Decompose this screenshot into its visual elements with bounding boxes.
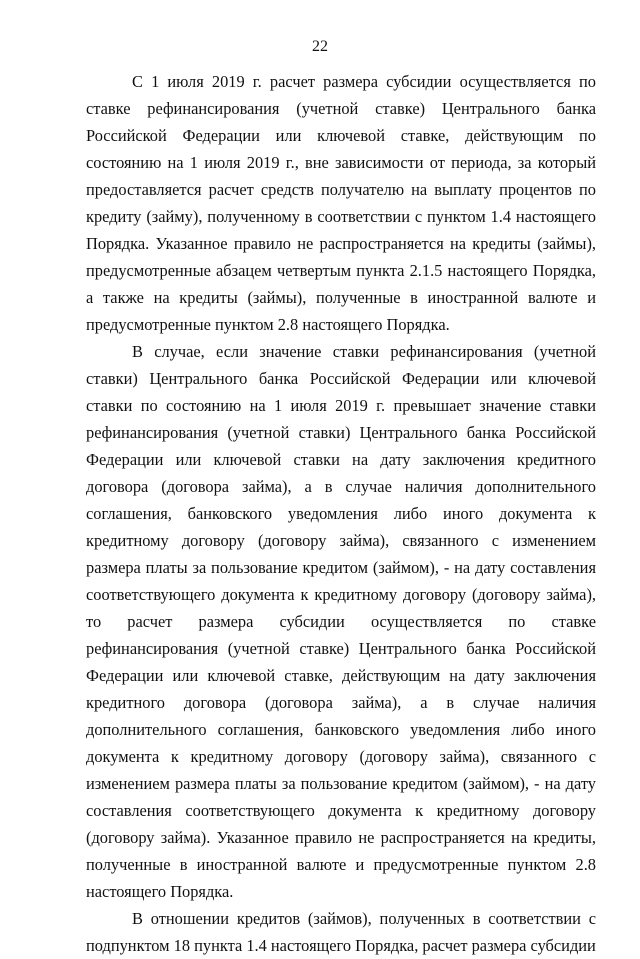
- paragraph-subparagraph-18-loans: В отношении кредитов (займов), полученных в соответствии с подпунктом 18 пункта 1.4 настоящего Порядка, расчет размера субсидии: [86, 909, 596, 955]
- page-number: 22: [312, 38, 328, 55]
- document-body: [86, 68, 596, 959]
- paragraph-rate-exceeds-case: В случае, если значение ставки рефинансирования (учетной ставки) Центрального банка Российской Федерации или ключевой ставки по состоянию на 1 июля 2019 г. превышает значение ставки рефинансирования (учетной ставки) Центрального банка Российской Федерации или ключевой ставки на дату заключения кредитного договора (договора займа), а в случае наличия дополнительного соглашения, банковского уведомления либо иного документа к кредитному договору (договору займа), связанного с изменением размера платы за пользование кредитом (займом), - на дату составления соответствующего документа к кредитному договору (договору займа), то расчет размера субсидии осуществляется по ставке рефинансирования (учетной ставке) Центрального банка Российской Федерации или ключевой ставке, действующим на дату заключения кредитного договора (договора займа), а в случае наличия дополнительного соглашения, банковского уведомления либо иного документа к кредитному договору (договору займа), связанного с изменением размера платы за пользование кредитом (займом), - на дату составления соответствующего документа к кредитному договору (договору займа). Указанное правило не распространяется на кредиты, полученные в иностранной валюте и предусмотренные пунктом 2.8 настоящего Порядка.: [86, 342, 596, 901]
- paragraph-rate-from-july-2019: С 1 июля 2019 г. расчет размера субсидии осуществляется по ставке рефинансирования (учетной ставке) Центрального банка Российской Федерации или ключевой ставке, действующим по состоянию на 1 июля 2019 г., вне зависимости от периода, за который предоставляется расчет средств получателю на выплату процентов по кредиту (займу), полученному в соответствии с пунктом 1.4 настоящего Порядка. Указанное правило не распространяется на кредиты (займы), предусмотренные абзацем четвертым пункта 2.1.5 настоящего Порядка, а также на кредиты (займы), полученные в иностранной валюте и предусмотренные пунктом 2.8 настоящего Порядка.: [86, 72, 596, 334]
